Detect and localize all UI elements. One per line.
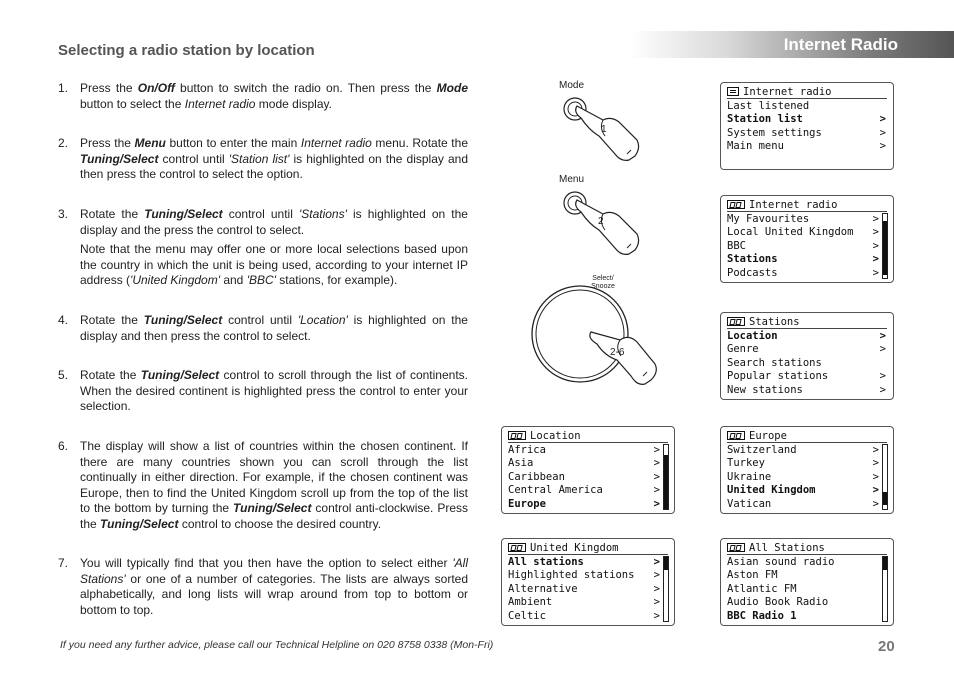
lcd-scrollbar-thumb <box>664 557 668 570</box>
lcd-menu-item-label: All stations <box>508 556 584 568</box>
submenu-arrow-icon: > <box>653 556 660 568</box>
submenu-arrow-icon: > <box>653 582 660 595</box>
submenu-arrow-icon: > <box>653 457 660 470</box>
folder-icon <box>727 317 745 326</box>
lcd-menu-item <box>508 471 661 484</box>
lcd-menu-item <box>727 444 880 457</box>
lcd-menu-item-selected <box>727 330 887 343</box>
submenu-arrow-icon <box>879 610 880 623</box>
lcd-menu-list <box>727 444 880 511</box>
menu-illustration <box>555 172 645 257</box>
step-3 <box>58 207 468 289</box>
folder-icon <box>508 431 526 440</box>
lcd-menu-item-label: Vatican <box>727 497 772 510</box>
submenu-arrow-icon: > <box>879 140 886 153</box>
lcd-internet-radio-menu <box>720 82 894 170</box>
lcd-menu-item-label: Turkey <box>727 457 765 470</box>
submenu-arrow-icon: > <box>653 596 660 609</box>
lcd-menu-list <box>727 213 880 280</box>
submenu-arrow-icon: > <box>872 497 879 510</box>
lcd-stations <box>720 312 894 400</box>
submenu-arrow-icon: > <box>653 609 660 622</box>
lcd-menu-item <box>727 140 887 153</box>
submenu-arrow-icon: > <box>879 330 886 342</box>
lcd-menu-list <box>508 444 661 511</box>
lcd-menu-item-label: Central America <box>508 484 603 497</box>
lcd-menu-item-label: System settings <box>727 126 822 139</box>
lcd-title-bar <box>508 541 668 555</box>
lcd-menu-item <box>727 357 887 370</box>
lcd-menu-item-label: Station list <box>727 113 803 126</box>
lcd-menu-item <box>727 226 880 239</box>
lcd-menu-item <box>727 471 880 484</box>
lcd-menu-item-selected <box>727 253 880 266</box>
lcd-title-bar <box>727 198 887 212</box>
submenu-arrow-icon <box>886 100 887 113</box>
header-band <box>630 31 954 58</box>
submenu-arrow-icon <box>879 583 880 596</box>
submenu-arrow-icon: > <box>872 470 879 483</box>
menu-label: Menu <box>559 174 585 185</box>
lcd-title: Stations <box>749 315 800 328</box>
lcd-menu-item-label: Popular stations <box>727 370 829 383</box>
submenu-arrow-icon: > <box>872 239 879 252</box>
lcd-title-bar <box>727 541 887 555</box>
submenu-arrow-icon: > <box>653 470 660 483</box>
step-number: 6. <box>58 439 69 453</box>
submenu-arrow-icon: > <box>872 444 879 456</box>
step-number: 7. <box>58 556 69 570</box>
lcd-menu-item-label: BBC Radio 1 <box>727 609 797 622</box>
lcd-scrollbar <box>663 444 669 510</box>
submenu-arrow-icon <box>886 357 887 370</box>
lcd-title: Internet radio <box>743 85 832 98</box>
submenu-arrow-icon: > <box>879 383 886 396</box>
lcd-scrollbar <box>882 556 888 622</box>
lcd-title: United Kingdom <box>530 541 619 554</box>
lcd-menu-item-label: Location <box>727 330 778 342</box>
lcd-menu-item <box>727 384 887 397</box>
submenu-arrow-icon <box>879 569 880 582</box>
step-text: The display will show a list of countries within the chosen continent. If there are many countries shown you can scroll through the list continually in either direction. For example, if the chosen continent was Europe, then to find the United Kingdom scroll up from the top of the list to the bottom by turning the Tuning/Select control anti-clockwise. Press the Tuning/Select control to choose the desired country. <box>80 439 468 531</box>
step-number: 3. <box>58 207 69 221</box>
lcd-menu-item-label: Asia <box>508 457 534 470</box>
lcd-menu-item <box>727 213 880 226</box>
lcd-menu-item <box>727 583 880 596</box>
lcd-menu-item-label: Ukraine <box>727 470 772 483</box>
lcd-menu-item-selected <box>508 556 661 569</box>
lcd-menu-item-label: Europe <box>508 497 546 510</box>
lcd-menu-item-label: Caribbean <box>508 470 565 483</box>
submenu-arrow-icon <box>879 596 880 609</box>
submenu-arrow-icon: > <box>872 484 879 497</box>
submenu-arrow-icon: > <box>879 370 886 383</box>
lcd-menu-item-label: Asian sound radio <box>727 556 835 568</box>
lcd-menu-item-label: Search stations <box>727 356 822 369</box>
lcd-menu-item <box>508 444 661 457</box>
step-text: Rotate the Tuning/Select control to scroll through the list of continents. When the desired continent is highlighted press the control to enter your selection. <box>80 368 468 413</box>
step-7 <box>58 556 468 618</box>
lcd-location <box>501 426 675 514</box>
lcd-scrollbar-thumb <box>883 557 887 570</box>
lcd-title-bar <box>727 429 887 443</box>
step-note: Note that the menu may offer one or more local selections based upon the country in which the unit is being used, according to your internet IP address ('United Kingdom' and 'BBC' stations, for example). <box>80 242 468 287</box>
lcd-title: Internet radio <box>749 198 838 211</box>
hand-pressing-knob-icon <box>525 272 665 387</box>
lcd-menu-item-label: Aston FM <box>727 569 778 582</box>
folder-icon <box>727 431 745 440</box>
step-text: Press the Menu button to enter the main Internet radio menu. Rotate the Tuning/Select control until 'Station list' is highlighted on the display and then press the control to select the option. <box>80 136 468 181</box>
select-snooze-label: Select/ Snooze <box>591 275 615 290</box>
lcd-all-stations <box>720 538 894 626</box>
lcd-scrollbar <box>882 444 888 510</box>
lcd-menu-item <box>727 100 887 113</box>
step-text: Rotate the Tuning/Select control until 'Stations' is highlighted on the display and the press the control to select. <box>80 207 468 237</box>
section-title: Selecting a radio station by location <box>58 42 315 59</box>
lcd-scrollbar-thumb <box>883 492 887 505</box>
submenu-arrow-icon: > <box>872 253 879 266</box>
lcd-title: Location <box>530 429 581 442</box>
step-number: 1. <box>58 81 69 95</box>
lcd-title: Europe <box>749 429 787 442</box>
mode-label: Mode <box>559 80 585 91</box>
submenu-arrow-icon: > <box>879 343 886 356</box>
step-number: 4. <box>58 313 69 327</box>
lcd-menu-item-label: United Kingdom <box>727 484 816 497</box>
lcd-menu-item <box>727 240 880 253</box>
lcd-menu-item <box>508 596 661 609</box>
select-step-label: 2-6 <box>610 347 625 358</box>
lcd-scrollbar-thumb <box>664 455 668 509</box>
lcd-scrollbar <box>882 213 888 279</box>
page-number: 20 <box>878 638 895 655</box>
submenu-arrow-icon: > <box>872 266 879 279</box>
lcd-menu-item <box>727 498 880 511</box>
lcd-menu-item <box>508 569 661 582</box>
hand-pressing-button-icon <box>555 78 645 163</box>
lcd-menu-list <box>508 556 661 623</box>
lcd-menu-item-label: Switzerland <box>727 444 797 456</box>
lcd-menu-item-label: Celtic <box>508 609 546 622</box>
lcd-menu-item-label: Main menu <box>727 140 784 153</box>
folder-icon <box>727 200 745 209</box>
lcd-menu-item-label: Alternative <box>508 582 578 595</box>
step-4 <box>58 313 468 344</box>
lcd-menu-item-label: New stations <box>727 383 803 396</box>
mode-illustration <box>555 78 645 163</box>
lcd-menu-item <box>727 596 880 609</box>
step-text: You will typically find that you then have the option to select either 'All Stations' or one of a number of categories. The lists are always sorted alphabetically, and long lists will wrap around from top to bottom or bottom to top. <box>80 556 468 617</box>
step-text: Rotate the Tuning/Select control until 'Location' is highlighted on the display and then press the control to select. <box>80 313 468 343</box>
step-number: 5. <box>58 368 69 382</box>
lcd-menu-item <box>727 343 887 356</box>
submenu-arrow-icon: > <box>653 484 660 497</box>
lcd-menu-item-label: Local United Kingdom <box>727 226 854 239</box>
lcd-menu-item-label: Genre <box>727 343 759 356</box>
submenu-arrow-icon: > <box>872 457 879 470</box>
lcd-united-kingdom <box>501 538 675 626</box>
select-knob-illustration <box>525 272 665 387</box>
step-text: Press the On/Off button to switch the radio on. Then press the Mode button to select the Internet radio mode display. <box>80 81 468 111</box>
lcd-menu-list <box>727 556 880 623</box>
step-number: 2. <box>58 136 69 150</box>
lcd-europe <box>720 426 894 514</box>
lcd-menu-item-label: My Favourites <box>727 213 810 225</box>
lcd-menu-item <box>727 556 880 569</box>
lcd-menu-item <box>727 457 880 470</box>
lcd-scrollbar <box>663 556 669 622</box>
lcd-menu-item <box>727 267 880 280</box>
submenu-arrow-icon: > <box>872 213 879 225</box>
lcd-menu-item-label: Africa <box>508 444 546 456</box>
step-5 <box>58 368 468 415</box>
lcd-menu-item <box>508 610 661 623</box>
submenu-arrow-icon: > <box>879 126 886 139</box>
lcd-menu-item-label: Atlantic FM <box>727 582 797 595</box>
submenu-arrow-icon: > <box>653 569 660 582</box>
lcd-menu-item-selected <box>727 610 880 623</box>
submenu-arrow-icon: > <box>872 226 879 239</box>
step-1 <box>58 81 468 112</box>
lcd-menu-item-label: Highlighted stations <box>508 569 635 582</box>
lcd-scrollbar-thumb <box>883 221 887 275</box>
submenu-arrow-icon <box>879 556 880 569</box>
submenu-arrow-icon: > <box>653 444 660 456</box>
lcd-title: All Stations <box>749 541 825 554</box>
lcd-menu-item <box>508 583 661 596</box>
mode-step-label: 1 <box>601 124 607 135</box>
lcd-title-bar <box>727 315 887 329</box>
header-title: Internet Radio <box>783 35 898 54</box>
menu-step-label: 2 <box>598 216 604 227</box>
folder-icon <box>508 543 526 552</box>
lcd-menu-item <box>508 484 661 497</box>
footer-helpline-note: If you need any further advice, please call our Technical Helpline on 020 8758 0338 (Mon-Fri) <box>60 639 494 651</box>
lcd-station-list <box>720 195 894 283</box>
lcd-menu-item-label: Stations <box>727 253 778 266</box>
lcd-menu-item-selected <box>727 484 880 497</box>
lcd-menu-item-label: Last listened <box>727 100 810 112</box>
submenu-arrow-icon: > <box>879 113 886 126</box>
lcd-menu-item <box>508 457 661 470</box>
lcd-menu-list <box>727 100 887 154</box>
step-2 <box>58 136 468 183</box>
lcd-menu-list <box>727 330 887 397</box>
lcd-menu-item-label: Podcasts <box>727 266 778 279</box>
lcd-title-bar <box>508 429 668 443</box>
step-6 <box>58 439 468 532</box>
lcd-menu-item-label: Audio Book Radio <box>727 596 829 609</box>
lcd-title-bar <box>727 85 887 99</box>
lcd-menu-item <box>727 569 880 582</box>
lcd-menu-item-selected <box>508 498 661 511</box>
list-icon <box>727 87 739 96</box>
folder-icon <box>727 543 745 552</box>
hand-pressing-button-icon <box>555 172 645 257</box>
lcd-menu-item <box>727 370 887 383</box>
lcd-menu-item <box>727 127 887 140</box>
lcd-menu-item-label: Ambient <box>508 596 553 609</box>
lcd-menu-item-selected <box>727 113 887 126</box>
lcd-menu-item-label: BBC <box>727 239 746 252</box>
submenu-arrow-icon: > <box>653 497 660 510</box>
